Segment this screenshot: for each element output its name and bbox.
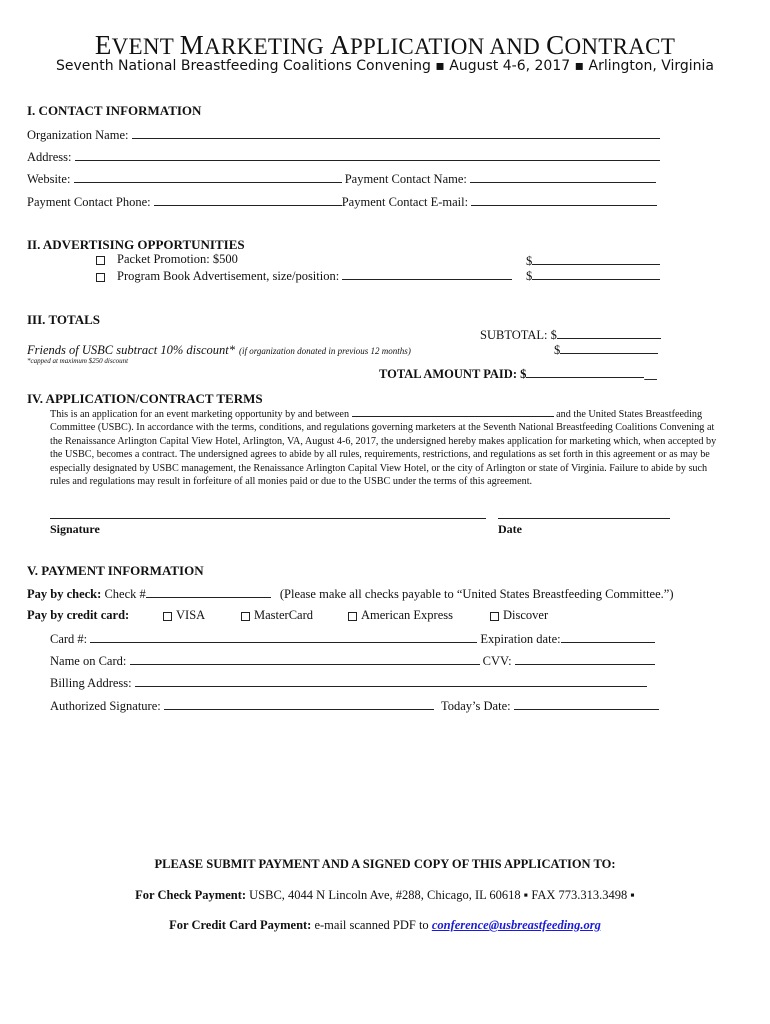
- cvv-label: CVV:: [482, 654, 512, 668]
- pay-by-check-label: Pay by check:: [27, 587, 102, 601]
- cc-payment-row: [0, 918, 770, 933]
- discount-cap-note: *capped at maximum $250 discount: [27, 357, 129, 365]
- payment-contact-phone-field[interactable]: [154, 193, 342, 206]
- org-name-label: Organization Name:: [27, 128, 129, 142]
- total-amount-row: [379, 365, 657, 382]
- terms-start: This is an application for an event marketing opportunity by and between: [50, 409, 350, 420]
- payment-contact-phone-label: Payment Contact Phone:: [27, 195, 151, 209]
- dollar-sign: $: [526, 269, 533, 283]
- payment-contact-name-label: Payment Contact Name:: [344, 172, 467, 186]
- check-payment-label: For Check Payment:: [135, 888, 247, 902]
- authorized-signature-field[interactable]: [164, 697, 434, 710]
- name-on-card-row: [50, 652, 655, 669]
- total-amount-tail: __: [644, 367, 657, 381]
- title-word-4: CONTRACT: [546, 30, 676, 60]
- signature-label: Signature: [50, 522, 100, 536]
- discount-amount-field[interactable]: [560, 341, 658, 354]
- card-number-field[interactable]: [90, 630, 477, 643]
- title-word-2: MARKETING: [179, 30, 325, 60]
- contact-heading: I. CONTACT INFORMATION: [27, 103, 202, 118]
- org-name-field[interactable]: [132, 126, 660, 139]
- visa-checkbox[interactable]: [163, 612, 172, 621]
- total-amount-field[interactable]: [526, 365, 644, 378]
- card-option-amex[interactable]: [348, 608, 453, 623]
- program-book-checkbox[interactable]: [96, 273, 105, 282]
- advertising-heading: II. ADVERTISING OPPORTUNITIES: [27, 237, 245, 252]
- cvv-field[interactable]: [515, 652, 655, 665]
- submit-heading: PLEASE SUBMIT PAYMENT AND A SIGNED COPY OF THIS APPLICATION TO:: [154, 857, 616, 871]
- billing-address-row: [50, 674, 647, 691]
- visa-label: VISA: [176, 608, 206, 622]
- expiration-label: Expiration date:: [480, 632, 561, 646]
- date-label: Date: [498, 522, 522, 536]
- amex-checkbox[interactable]: [348, 612, 357, 621]
- cc-payment-text: e-mail scanned PDF to: [314, 918, 429, 932]
- card-number-label: Card #:: [50, 632, 88, 646]
- title-word-1: EVENT: [94, 30, 174, 60]
- todays-date-label: Today’s Date:: [441, 699, 511, 713]
- packet-promotion-option: [96, 252, 238, 267]
- friends-discount-label: Friends of USBC subtract 10% discount*: [27, 343, 235, 357]
- card-option-mastercard[interactable]: [241, 608, 313, 623]
- mastercard-label: MasterCard: [254, 608, 314, 622]
- check-payment-address: USBC, 4044 N Lincoln Ave, #288, Chicago, IL 60618 ▪ FAX 773.313.3498 ▪: [249, 888, 635, 902]
- card-number-row: [50, 630, 655, 647]
- website-row: [27, 170, 656, 187]
- payment-contact-email-field[interactable]: [471, 193, 657, 206]
- signature-line[interactable]: [50, 518, 486, 519]
- payment-contact-row: [27, 193, 657, 210]
- mastercard-checkbox[interactable]: [241, 612, 250, 621]
- check-number-label: Check #: [104, 587, 146, 601]
- packet-promotion-checkbox[interactable]: [96, 256, 105, 265]
- dollar-sign: $: [526, 254, 533, 268]
- billing-address-field[interactable]: [135, 674, 647, 687]
- discover-checkbox[interactable]: [490, 612, 499, 621]
- billing-address-label: Billing Address:: [50, 676, 132, 690]
- authorized-signature-label: Authorized Signature:: [50, 699, 161, 713]
- subtotal-field[interactable]: [557, 326, 661, 339]
- address-field[interactable]: [75, 148, 660, 161]
- name-on-card-label: Name on Card:: [50, 654, 127, 668]
- program-book-amount-field[interactable]: [532, 267, 660, 280]
- packet-promotion-label: Packet Promotion: $500: [117, 252, 238, 266]
- applicant-name-field[interactable]: [352, 407, 554, 417]
- check-number-field[interactable]: [146, 585, 271, 598]
- check-payment-row: [0, 888, 770, 903]
- page-title: [0, 30, 770, 61]
- terms-paragraph: [50, 407, 722, 488]
- authorized-signature-row: [50, 697, 659, 714]
- terms-rest: and the United States Breastfeeding Committee (USBC). In accordance with the terms, conditions, and regulations governing marketers at the Seventh National Breastfeeding Coalitions Convening at the Renaissance Arlington Capital View Hotel, Arlington, VA, August 4-6, 2017, the undersigned hereby makes application for marketing which, when accepted by the USBC, becomes a contract. The undersigned agrees to abide by all rules, requirements, restrictions, and regulations as set forth in this agreement or as may be especially designated by USBC management, the Renaissance Arlington Capital View Hotel, or the city of Arlington or state of Virginia. Failure to abide by such rules and regulations may result in forfeiture of all monies paid or due to the USBC under the terms of this agreement.: [50, 409, 717, 488]
- pay-by-card-label: Pay by credit card:: [27, 608, 130, 622]
- totals-heading: III. TOTALS: [27, 312, 100, 327]
- card-option-visa[interactable]: [163, 608, 205, 623]
- total-amount-label: TOTAL AMOUNT PAID: $: [379, 367, 527, 381]
- pay-by-card-row: [27, 608, 129, 623]
- check-payable-note: (Please make all checks payable to “United States Breastfeeding Committee.”): [279, 587, 674, 601]
- website-label: Website:: [27, 172, 71, 186]
- program-book-amount: [526, 267, 660, 284]
- subtotal-label: SUBTOTAL: $: [480, 328, 557, 342]
- org-name-row: [27, 126, 660, 143]
- cc-payment-label: For Credit Card Payment:: [169, 918, 312, 932]
- payment-heading: V. PAYMENT INFORMATION: [27, 563, 204, 578]
- page-subtitle: Seventh National Breastfeeding Coalitions Convening ▪ August 4-6, 2017 ▪ Arlington, Virginia: [55, 58, 715, 74]
- card-option-discover[interactable]: [490, 608, 548, 623]
- conference-email-link[interactable]: conference@usbreastfeeding.org: [431, 918, 601, 932]
- date-line[interactable]: [498, 518, 670, 519]
- amex-label: American Express: [361, 608, 453, 622]
- program-book-option: [96, 267, 512, 284]
- expiration-field[interactable]: [561, 630, 655, 643]
- dollar-sign: $: [554, 343, 561, 357]
- program-book-size-field[interactable]: [342, 267, 512, 280]
- address-label: Address:: [27, 150, 72, 164]
- discount-amount: [554, 341, 658, 358]
- terms-heading: IV. APPLICATION/CONTRACT TERMS: [27, 391, 263, 406]
- title-word-3: APPLICATION AND: [330, 30, 541, 60]
- address-row: [27, 148, 660, 165]
- website-field[interactable]: [74, 170, 342, 183]
- payment-contact-email-label: Payment Contact E-mail:: [341, 195, 469, 209]
- payment-contact-name-field[interactable]: [470, 170, 656, 183]
- discover-label: Discover: [503, 608, 549, 622]
- todays-date-field[interactable]: [514, 697, 659, 710]
- pay-by-check-row: [27, 585, 674, 602]
- program-book-label: Program Book Advertisement, size/position:: [117, 269, 340, 283]
- name-on-card-field[interactable]: [130, 652, 480, 665]
- friends-discount-note: (if organization donated in previous 12 months): [238, 346, 411, 356]
- packet-amount-field[interactable]: [532, 252, 660, 265]
